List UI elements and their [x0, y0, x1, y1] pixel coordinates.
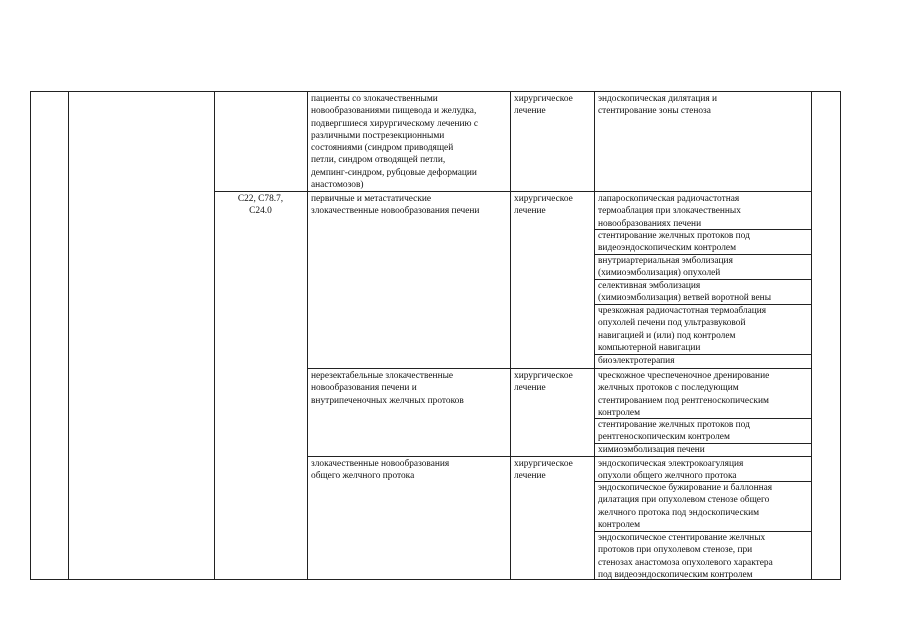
method-cell: чрезкожная радиочастотная термоаблация опухолей печени под ультразвуковой навигацией и (или) под контролем компьютерной навигации — [598, 306, 767, 353]
method-cell: селективная эмболизация (химиоэмболизация) ветвей воротной вены — [598, 281, 771, 304]
treatment-type-cell: хирургическое лечение — [514, 459, 573, 482]
method-cell: эндоскопическое стентирование желчных протоков при опухолевом стенозе, при стенозах анастомоза опухолевого характера под видеоэндоскопическим контролем — [598, 533, 773, 580]
method-cell: стентирование желчных протоков под видеоэндоскопическим контролем — [598, 231, 750, 254]
patient-model-cell: первичные и метастатические злокачественные новообразования печени — [311, 194, 480, 217]
method-cell: чрескожное чреспеченочное дренирование желчных протоков с последующим стентированием под рентгеноскопическим контролем — [598, 371, 770, 418]
patient-model-cell: злокачественные новообразования общего желчного протока — [311, 459, 450, 482]
column-divider — [68, 91, 69, 580]
method-cell: лапароскопическая радиочастотная термоаблация при злокачественных новообразованиях печени — [598, 194, 741, 229]
method-cell: эндоскопическое бужирование и баллонная дилатация при опухолевом стенозе общего желчного протока под эндоскопическим контролем — [598, 483, 773, 530]
patient-model-cell: нерезектабельные злокачественные новообразования печени и внутрипеченочных желчных протоков — [311, 371, 464, 406]
row-divider — [307, 456, 811, 457]
column-divider — [811, 91, 812, 580]
method-cell: эндоскопическая электрокоагуляция опухоли общего желчного протока — [598, 459, 744, 482]
method-cell: эндоскопическая дилятация и стентирование зоны стеноза — [598, 94, 718, 117]
treatment-type-cell: хирургическое лечение — [514, 94, 573, 117]
method-cell: внутриартериальная эмболизация (химиоэмболизация) опухолей — [598, 256, 733, 279]
row-divider — [307, 368, 811, 369]
column-divider — [510, 91, 511, 580]
row-divider — [214, 191, 811, 192]
treatment-type-cell: хирургическое лечение — [514, 371, 573, 394]
column-divider — [307, 91, 308, 580]
method-cell: стентирование желчных протоков под рентгеноскопическим контролем — [598, 420, 750, 443]
icd-codes-cell: C22, C78.7, C24.0 — [237, 194, 284, 217]
treatment-type-cell: хирургическое лечение — [514, 194, 573, 217]
method-cell: биоэлектротерапия — [598, 356, 675, 366]
patient-model-cell: пациенты со злокачественными новообразованиями пищевода и желудка, подвергшиеся хирургическому лечению с различными пострезекционными состояниями (синдром приводящей петли, синдром отводящей петли, демпинг-синдром, рубцовые деформации анастомозов) — [311, 94, 479, 190]
column-divider — [594, 91, 595, 580]
method-cell: химиоэмболизация печени — [598, 445, 705, 455]
column-divider — [214, 91, 215, 580]
